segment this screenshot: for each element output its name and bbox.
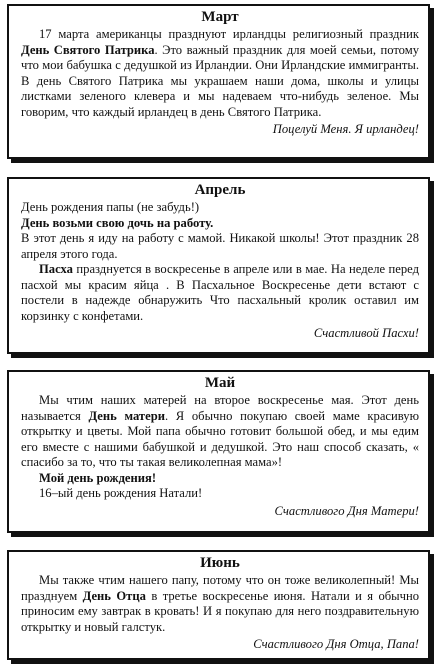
may-paragraph	[21, 393, 419, 471]
june-paragraph	[21, 573, 419, 635]
april-title: Апрель	[194, 182, 246, 198]
june-signature: Счастливого Дня Отца, Папа!	[253, 637, 419, 651]
may-holiday-name: День матери	[88, 408, 165, 423]
april-section	[7, 177, 430, 354]
april-line-3: В этот день я иду на работу с мамой. Никакой школы! Этот праздник 28 апреля этого года.	[21, 231, 419, 261]
april-paragraph	[21, 262, 419, 324]
march-paragraph	[21, 27, 419, 120]
june-text-a: Мы также чтим нашего папу, потому что он тоже великолепный! Мы празднуем	[21, 573, 419, 603]
april-line-1: День рождения папы (не забудь!)	[21, 200, 200, 214]
march-text-c: . Это важный праздник для моей семьи, потому что мои бабушка с дедушкой из Ирландии. Они Ирландские иммигранты. В день Святого Патрика мы украшаем наши дома, школы и улицы листками зеленого клевера и мы надеваем что-нибудь зеленое. Мы говорим, что каждый ирландец в день Святого Патрика.	[21, 42, 419, 119]
june-title: Июнь	[200, 555, 240, 571]
march-text-a: 17 марта американцы празднуют ирландцы религиозный праздник	[39, 27, 419, 41]
may-signature: Счастливого Дня Матери!	[274, 503, 419, 518]
may-title: Май	[204, 375, 236, 391]
march-holiday-name: День Святого Патрика	[21, 42, 155, 57]
april-line-2-text: День возьми свою дочь на работу.	[21, 215, 214, 230]
may-text-a: Мы чтим наших матерей на второе воскресенье мая. Этот день называется	[21, 393, 419, 423]
april-text-b: празднуется в воскресенье в апреле или в мае. На неделе перед пасхой мы красим яйца . В Пасхальное Воскресенье дети встают с постели в надежде обнаружить Что пасхальный кролик оставил им корзинку с конфетами.	[21, 262, 419, 323]
may-section	[7, 370, 430, 533]
june-holiday-name: День Отца	[82, 588, 146, 603]
april-easter-name: Пасха	[39, 262, 73, 276]
may-bday-title	[21, 471, 419, 487]
march-signature: Поцелуй Меня. Я ирландец!	[272, 122, 419, 136]
march-title: Март	[201, 9, 239, 25]
june-section	[7, 550, 430, 660]
april-line-2	[21, 216, 419, 232]
may-bday-text: 16–ый день рождения Натали!	[39, 486, 203, 500]
may-text-c: . Я обычно покупаю своей маме красивую открытку и цветы. Мой папа обычно готовит большой обед, и мы едим его вместе с нашими бабушкой и дедушкой. Это наш способ сказать, « спасибо за то, что ты такая великолепная мама»!	[21, 408, 419, 469]
may-bday-title-text: Мой день рождения!	[39, 470, 157, 485]
june-text-c: в третье воскресенье июня. Натали и я обычно приносим ему завтрак в кровать! И я покупаю для него поздравительную открытку и новый галстук.	[21, 588, 419, 634]
april-signature: Счастливой Пасхи!	[313, 326, 419, 340]
march-section	[7, 4, 430, 159]
